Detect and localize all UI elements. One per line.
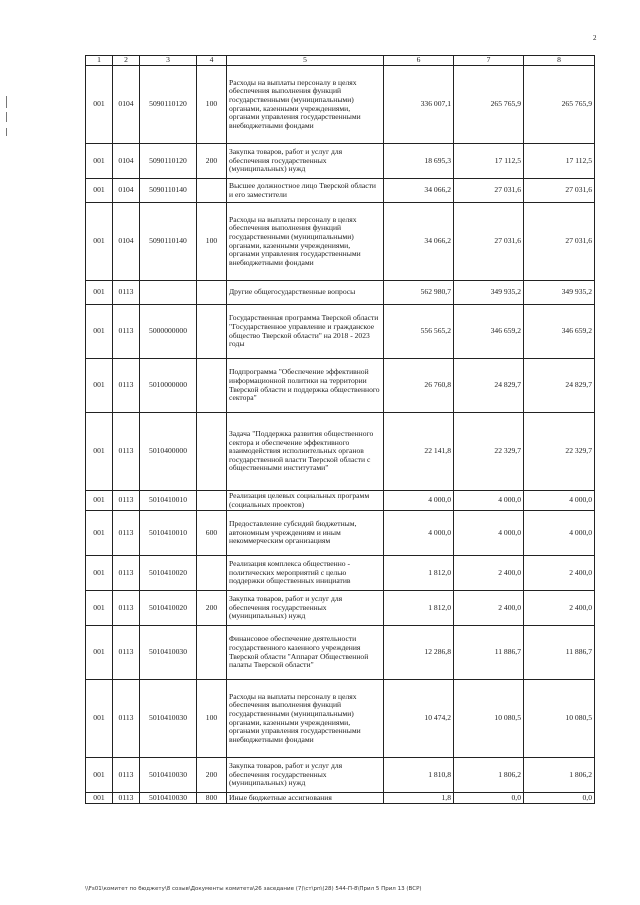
target-code-cell: 5010410020 — [140, 556, 197, 591]
column-header: 1 — [86, 56, 113, 66]
amount-cell-col8: 4 000,0 — [524, 511, 595, 556]
amount-cell-col8: 0,0 — [524, 793, 595, 804]
amount-cell-col7: 346 659,2 — [454, 305, 524, 359]
expense-type-cell: 600 — [197, 511, 227, 556]
column-header: 5 — [227, 56, 384, 66]
admin-code-cell: 001 — [86, 179, 113, 203]
column-header: 7 — [454, 56, 524, 66]
admin-code-cell: 001 — [86, 491, 113, 511]
amount-cell-col8: 265 765,9 — [524, 66, 595, 144]
amount-cell-col8: 10 080,5 — [524, 680, 595, 758]
description-cell: Реализация комплекса общественно - политических мероприятий с целью поддержки общественных инициатив — [227, 556, 384, 591]
amount-cell-col6: 1 810,8 — [384, 758, 454, 793]
table-row — [86, 680, 595, 758]
amount-cell-col6: 4 000,0 — [384, 511, 454, 556]
admin-code-cell: 001 — [86, 144, 113, 179]
expense-type-cell: 200 — [197, 758, 227, 793]
table-row — [86, 305, 595, 359]
amount-cell-col7: 17 112,5 — [454, 144, 524, 179]
column-header: 4 — [197, 56, 227, 66]
amount-cell-col7: 265 765,9 — [454, 66, 524, 144]
section-code-cell: 0113 — [113, 305, 140, 359]
target-code-cell: 5010410030 — [140, 680, 197, 758]
target-code-cell: 5090110120 — [140, 66, 197, 144]
section-code-cell: 0113 — [113, 491, 140, 511]
amount-cell-col7: 0,0 — [454, 793, 524, 804]
amount-cell-col7: 4 000,0 — [454, 511, 524, 556]
amount-cell-col7: 22 329,7 — [454, 413, 524, 491]
admin-code-cell: 001 — [86, 413, 113, 491]
admin-code-cell: 001 — [86, 281, 113, 305]
table-row — [86, 556, 595, 591]
expense-type-cell: 200 — [197, 144, 227, 179]
target-code-cell: 5090110140 — [140, 179, 197, 203]
admin-code-cell: 001 — [86, 305, 113, 359]
table-row — [86, 591, 595, 626]
section-code-cell: 0113 — [113, 591, 140, 626]
amount-cell-col7: 27 031,6 — [454, 179, 524, 203]
column-header: 3 — [140, 56, 197, 66]
amount-cell-col7: 2 400,0 — [454, 591, 524, 626]
section-code-cell: 0104 — [113, 179, 140, 203]
amount-cell-col7: 10 080,5 — [454, 680, 524, 758]
amount-cell-col7: 27 031,6 — [454, 203, 524, 281]
amount-cell-col7: 24 829,7 — [454, 359, 524, 413]
amount-cell-col7: 349 935,2 — [454, 281, 524, 305]
amount-cell-col6: 26 760,8 — [384, 359, 454, 413]
admin-code-cell: 001 — [86, 66, 113, 144]
expense-type-cell — [197, 305, 227, 359]
target-code-cell: 5010410010 — [140, 491, 197, 511]
description-cell: Другие общегосударственные вопросы — [227, 281, 384, 305]
amount-cell-col8: 2 400,0 — [524, 556, 595, 591]
amount-cell-col8: 27 031,6 — [524, 203, 595, 281]
description-cell: Закупка товаров, работ и услуг для обеспечения государственных (муниципальных) нужд — [227, 144, 384, 179]
table-row — [86, 758, 595, 793]
amount-cell-col8: 24 829,7 — [524, 359, 595, 413]
table-row — [86, 281, 595, 305]
table-row — [86, 359, 595, 413]
amount-cell-col6: 562 980,7 — [384, 281, 454, 305]
table-row — [86, 203, 595, 281]
amount-cell-col8: 346 659,2 — [524, 305, 595, 359]
section-code-cell: 0113 — [113, 511, 140, 556]
description-cell: Высшее должностное лицо Тверской области и его заместители — [227, 179, 384, 203]
expense-type-cell — [197, 281, 227, 305]
target-code-cell: 5010000000 — [140, 359, 197, 413]
amount-cell-col8: 349 935,2 — [524, 281, 595, 305]
amount-cell-col6: 12 286,8 — [384, 626, 454, 680]
description-cell: Государственная программа Тверской области "Государственное управление и гражданское общество Тверской области" на 2018 - 2023 годы — [227, 305, 384, 359]
admin-code-cell: 001 — [86, 556, 113, 591]
expense-type-cell — [197, 556, 227, 591]
admin-code-cell: 001 — [86, 359, 113, 413]
amount-cell-col6: 1,8 — [384, 793, 454, 804]
description-cell: Подпрограмма "Обеспечение эффективной информационной политики на территории Тверской области и поддержка общественного сектора" — [227, 359, 384, 413]
amount-cell-col6: 4 000,0 — [384, 491, 454, 511]
section-code-cell: 0113 — [113, 413, 140, 491]
target-code-cell: 5000000000 — [140, 305, 197, 359]
expense-type-cell — [197, 626, 227, 680]
amount-cell-col6: 556 565,2 — [384, 305, 454, 359]
amount-cell-col7: 2 400,0 — [454, 556, 524, 591]
description-cell: Реализация целевых социальных программ (социальных проектов) — [227, 491, 384, 511]
amount-cell-col6: 10 474,2 — [384, 680, 454, 758]
description-cell: Финансовое обеспечение деятельности государственного казенного учреждения Тверской области "Аппарат Общественной палаты Тверской области" — [227, 626, 384, 680]
table-row — [86, 511, 595, 556]
admin-code-cell: 001 — [86, 680, 113, 758]
table-row — [86, 66, 595, 144]
section-code-cell: 0113 — [113, 626, 140, 680]
column-header: 6 — [384, 56, 454, 66]
amount-cell-col6: 1 812,0 — [384, 591, 454, 626]
description-cell: Расходы на выплаты персоналу в целях обеспечения выполнения функций государственными (муниципальными) органами, казенными учреждениями, органами управления государственными внебюджетными фондами — [227, 203, 384, 281]
amount-cell-col7: 11 886,7 — [454, 626, 524, 680]
admin-code-cell: 001 — [86, 793, 113, 804]
column-number-row — [86, 56, 595, 66]
admin-code-cell: 001 — [86, 591, 113, 626]
amount-cell-col8: 11 886,7 — [524, 626, 595, 680]
expense-type-cell — [197, 359, 227, 413]
target-code-cell: 5010410030 — [140, 793, 197, 804]
amount-cell-col6: 336 007,1 — [384, 66, 454, 144]
expense-type-cell — [197, 491, 227, 511]
amount-cell-col8: 27 031,6 — [524, 179, 595, 203]
amount-cell-col8: 17 112,5 — [524, 144, 595, 179]
description-cell: Расходы на выплаты персоналу в целях обеспечения выполнения функций государственными (муниципальными) органами, казенными учреждениями, органами управления государственными внебюджетными фондами — [227, 680, 384, 758]
expense-type-cell: 800 — [197, 793, 227, 804]
table-row — [86, 413, 595, 491]
target-code-cell: 5010410010 — [140, 511, 197, 556]
section-code-cell: 0104 — [113, 203, 140, 281]
amount-cell-col7: 4 000,0 — [454, 491, 524, 511]
section-code-cell: 0104 — [113, 66, 140, 144]
expense-type-cell: 100 — [197, 66, 227, 144]
section-code-cell: 0104 — [113, 144, 140, 179]
amount-cell-col7: 1 806,2 — [454, 758, 524, 793]
column-header: 8 — [524, 56, 595, 66]
table-row — [86, 491, 595, 511]
page-number: 2 — [593, 34, 597, 42]
expense-type-cell: 100 — [197, 680, 227, 758]
table-row — [86, 179, 595, 203]
target-code-cell: 5090110120 — [140, 144, 197, 179]
amount-cell-col6: 34 066,2 — [384, 179, 454, 203]
section-code-cell: 0113 — [113, 359, 140, 413]
section-code-cell: 0113 — [113, 680, 140, 758]
budget-table — [85, 55, 595, 804]
column-header: 2 — [113, 56, 140, 66]
target-code-cell: 5090110140 — [140, 203, 197, 281]
expense-type-cell — [197, 413, 227, 491]
amount-cell-col6: 1 812,0 — [384, 556, 454, 591]
amount-cell-col6: 34 066,2 — [384, 203, 454, 281]
amount-cell-col8: 4 000,0 — [524, 491, 595, 511]
description-cell: Задача "Поддержка развития общественного сектора и обеспечение эффективного взаимодействия исполнительных органов государственной власти Тверской области с общественными институтами" — [227, 413, 384, 491]
admin-code-cell: 001 — [86, 758, 113, 793]
table-row — [86, 626, 595, 680]
target-code-cell: 5010410030 — [140, 758, 197, 793]
amount-cell-col6: 18 695,3 — [384, 144, 454, 179]
amount-cell-col6: 22 141,8 — [384, 413, 454, 491]
description-cell: Предоставление субсидий бюджетным, автономным учреждениям и иным некоммерческим организациям — [227, 511, 384, 556]
description-cell: Закупка товаров, работ и услуг для обеспечения государственных (муниципальных) нужд — [227, 758, 384, 793]
target-code-cell: 5010400000 — [140, 413, 197, 491]
description-cell: Расходы на выплаты персоналу в целях обеспечения выполнения функций государственными (муниципальными) органами, казенными учреждениями, органами управления государственными внебюджетными фондами — [227, 66, 384, 144]
description-cell: Закупка товаров, работ и услуг для обеспечения государственных (муниципальных) нужд — [227, 591, 384, 626]
table-row — [86, 144, 595, 179]
target-code-cell: 5010410030 — [140, 626, 197, 680]
file-path-footer: \\Fs01\комитет по бюджету\8 созыв\Документы комитета\26 заседание (7)\ст\рп\(28) 544-П-8\Прил 5 Прил 13 (ВСР) — [85, 886, 422, 892]
table-row — [86, 793, 595, 804]
admin-code-cell: 001 — [86, 203, 113, 281]
amount-cell-col8: 2 400,0 — [524, 591, 595, 626]
expense-type-cell: 100 — [197, 203, 227, 281]
expense-type-cell — [197, 179, 227, 203]
expense-type-cell: 200 — [197, 591, 227, 626]
amount-cell-col8: 1 806,2 — [524, 758, 595, 793]
target-code-cell: 5010410020 — [140, 591, 197, 626]
admin-code-cell: 001 — [86, 511, 113, 556]
description-cell: Иные бюджетные ассигнования — [227, 793, 384, 804]
section-code-cell: 0113 — [113, 281, 140, 305]
section-code-cell: 0113 — [113, 556, 140, 591]
admin-code-cell: 001 — [86, 626, 113, 680]
amount-cell-col8: 22 329,7 — [524, 413, 595, 491]
section-code-cell: 0113 — [113, 793, 140, 804]
section-code-cell: 0113 — [113, 758, 140, 793]
target-code-cell — [140, 281, 197, 305]
